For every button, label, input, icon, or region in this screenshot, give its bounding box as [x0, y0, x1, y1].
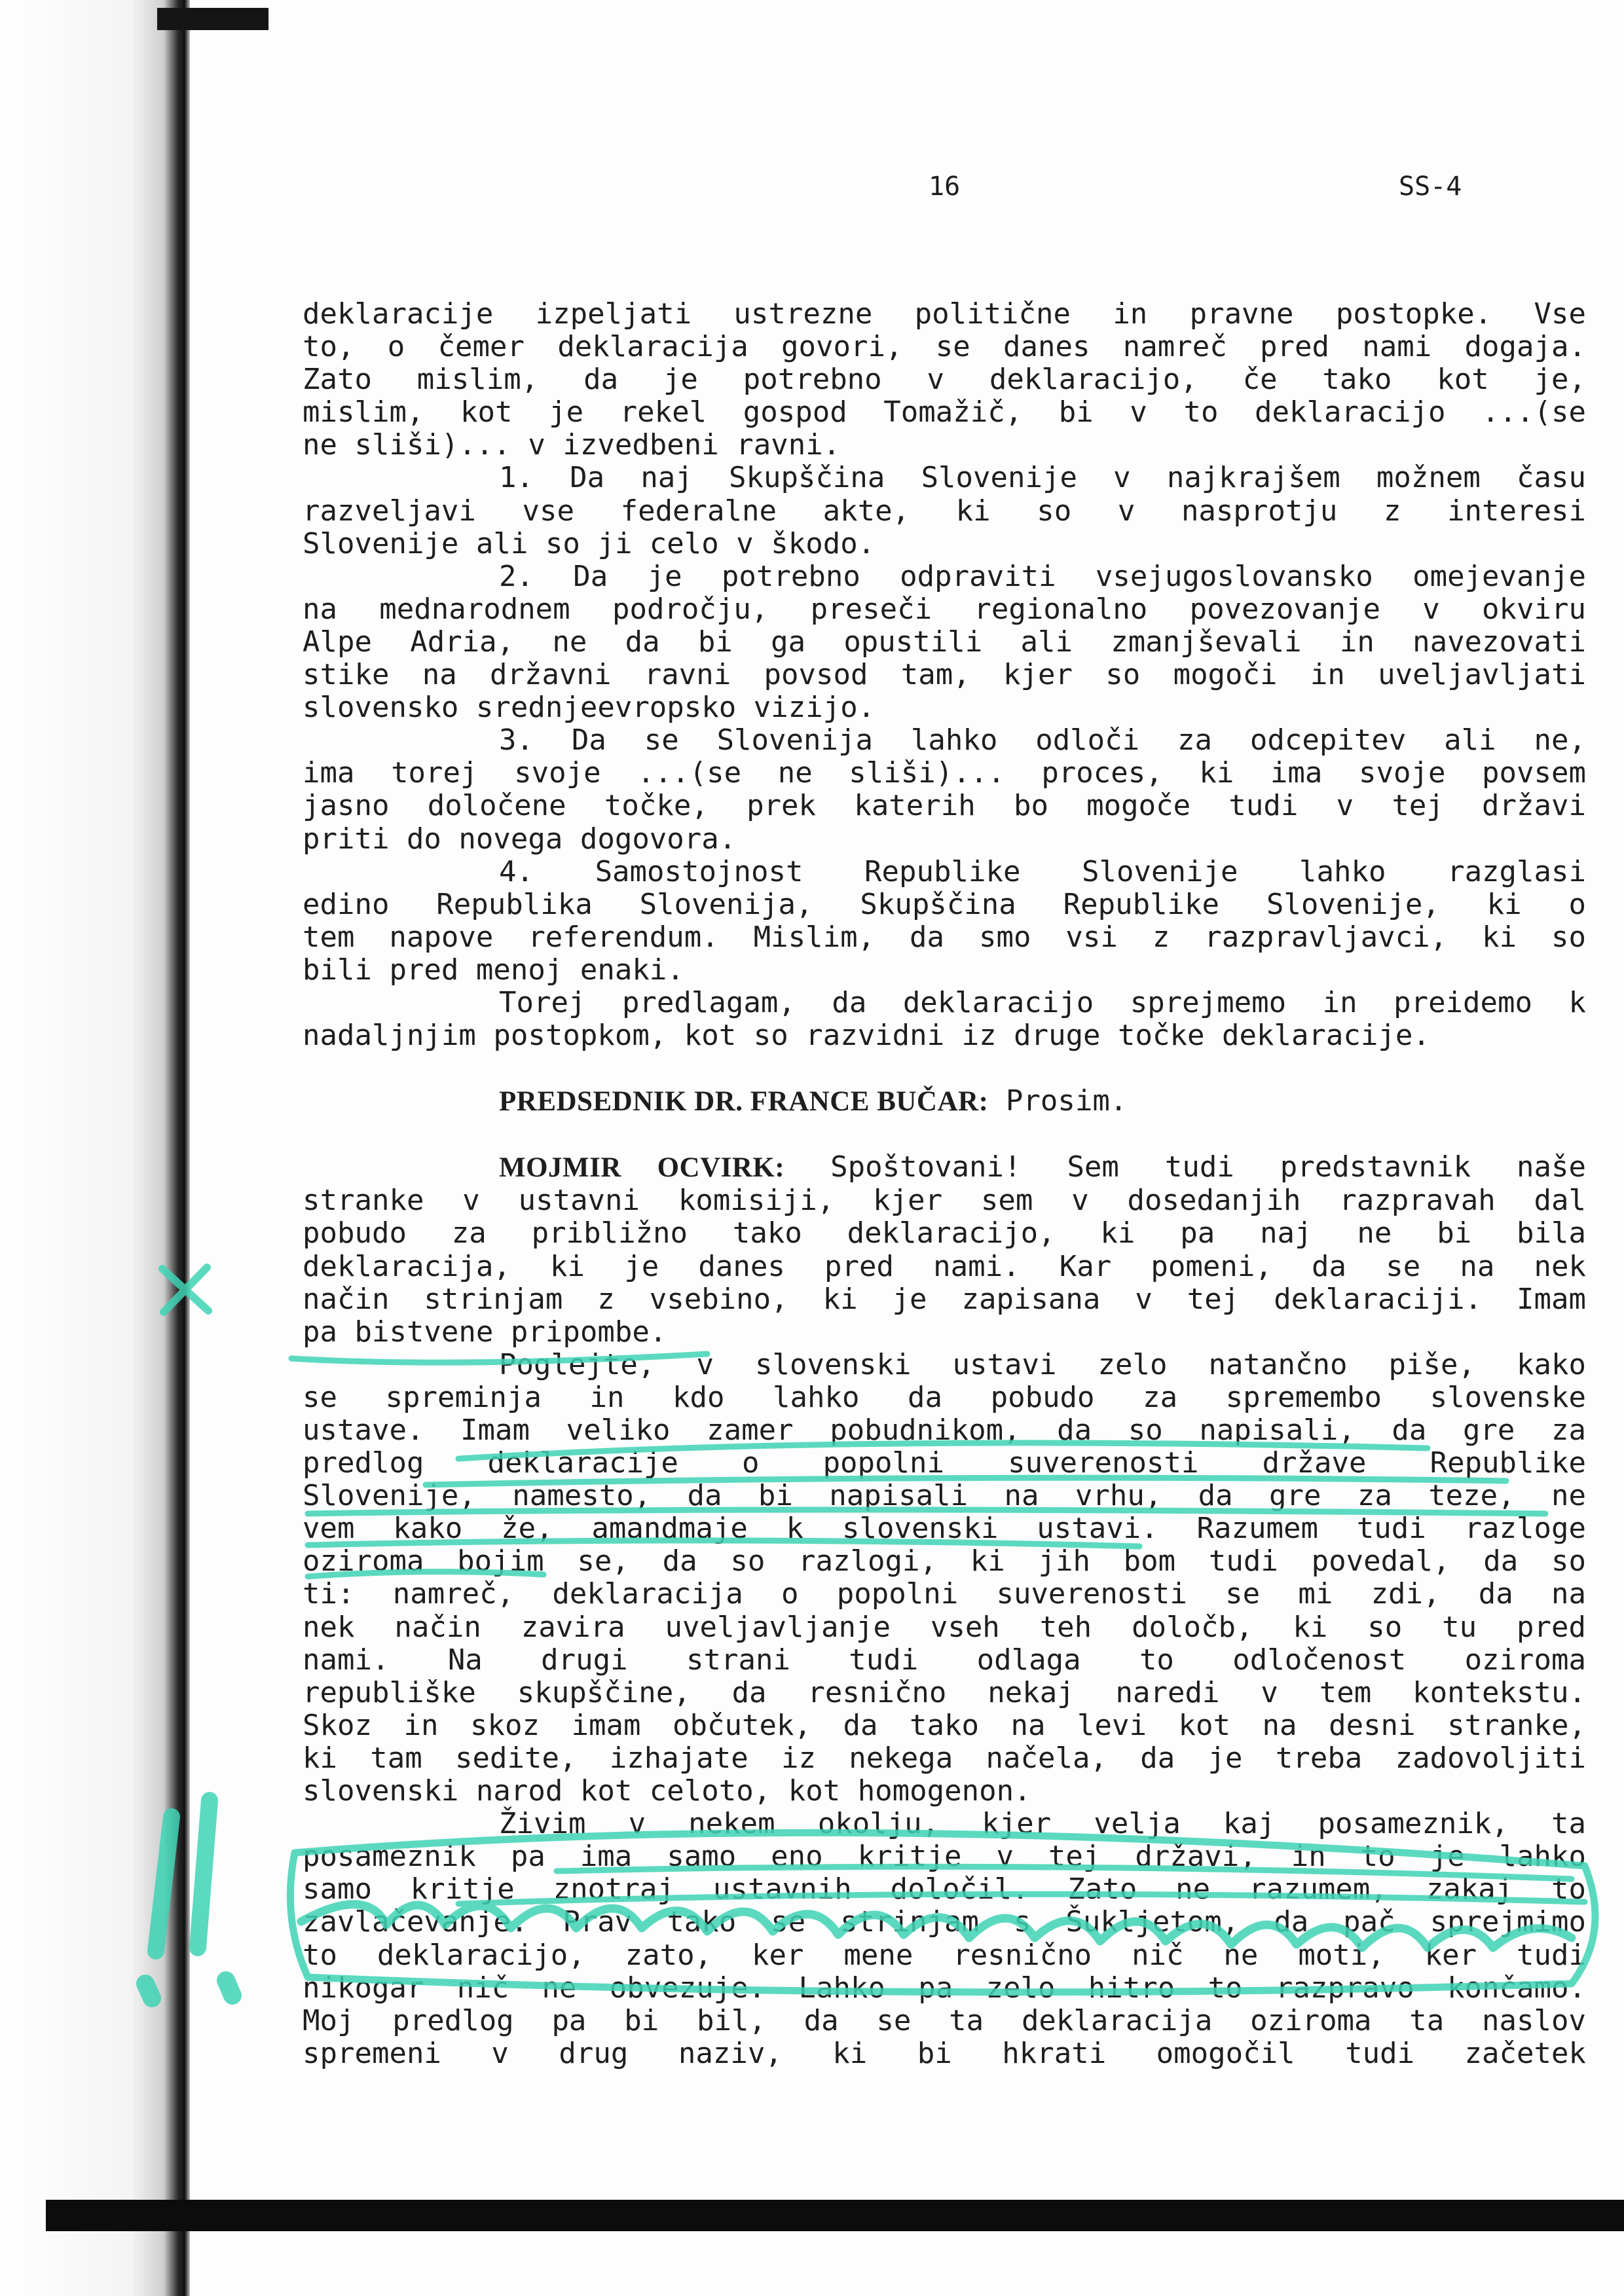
text-line: zavlačevanje. Prav tako se strinjam s Šukljetom, da pač sprejmimo — [303, 1905, 1586, 1939]
text-line: Poglejte, v slovenski ustavi zelo natančno piše, kako — [499, 1347, 1586, 1381]
text-line: Torej predlagam, da deklaracijo sprejmemo in preidemo k — [499, 985, 1586, 1019]
text-line: nami. Na drugi strani tudi odlaga to odločenost oziroma — [303, 1643, 1586, 1677]
text-line: Skoz in skoz imam občutek, da tako na levi kot na desni stranke, — [303, 1708, 1586, 1742]
speaker-text: Prosim. — [988, 1084, 1128, 1118]
text-line: samo kritje znotraj ustavnih določil. Zato ne razumem, zakaj to — [303, 1872, 1586, 1906]
text-line: mislim, kot je rekel gospod Tomažič, bi v to deklaracijo ...(se — [303, 395, 1586, 429]
text-line: predlog deklaracije o popolni suverenosti države Republike — [303, 1446, 1586, 1480]
scan-binding-shadow — [0, 0, 190, 2296]
text-line: ki tam sedite, izhajate iz nekega načela, da je treba zadovoljiti — [303, 1741, 1586, 1775]
text-line: to, o čemer deklaracija govori, se danes namreč pred nami dogaja. — [303, 330, 1586, 364]
text-line: 1. Da naj Skupščina Slovenije v najkrajšem možnem času — [499, 461, 1586, 495]
text-line: ima torej svoje ...(se ne sliši)... proces, ki ima svoje povsem — [303, 756, 1586, 790]
scan-corner-mark — [157, 8, 268, 30]
text-line: se spreminja in kdo lahko da pobudo za spremembo slovenske — [303, 1380, 1586, 1414]
text-line: tem napove referendum. Mislim, da smo vsi z razpravljavci, ki so — [303, 920, 1586, 954]
text-line: ne sliši)... v izvedbeni ravni. — [303, 428, 841, 462]
document-code: SS-4 — [1399, 172, 1462, 202]
text-line: ustave. Imam veliko zamer pobudnikom, da so napisali, da gre za — [303, 1413, 1586, 1447]
text-line: Zato mislim, da je potrebno v deklaracijo, če tako kot je, — [303, 363, 1586, 397]
text-line: stranke v ustavni komisiji, kjer sem v dosedanjih razpravah dal — [303, 1184, 1586, 1218]
speaker-line — [303, 1151, 1586, 1184]
text-line: nikogar nič ne obvezuje. Lahko pa zelo hitro to razpravo končamo. — [303, 1971, 1586, 2005]
text-line: Moj predlog pa bi bil, da se ta deklaracija oziroma ta naslov — [303, 2003, 1586, 2037]
text-line: deklaracije izpeljati ustrezne politične in pravne postopke. Vse — [303, 297, 1586, 331]
page-number: 16 — [929, 172, 961, 202]
text-line: to deklaracijo, zato, ker mene resnično nič ne moti, ker tudi — [303, 1938, 1586, 1972]
text-line: priti do novega dogovora. — [303, 822, 737, 856]
text-line: nek način zavira uveljavljanje vseh teh določb, ki so tu pred — [303, 1610, 1586, 1644]
text-line: Živim v nekem okolju, kjer velja kaj posameznik, ta — [499, 1807, 1586, 1841]
text-line: vem kako že, amandmaje k slovenski ustavi. Razumem tudi razloge — [303, 1512, 1586, 1546]
text-line: 4. Samostojnost Republike Slovenije lahko razglasi — [499, 854, 1586, 888]
speaker-name: PREDSEDNIK DR. FRANCE BUČAR: — [499, 1086, 989, 1118]
text-line: ti: namreč, deklaracija o popolni suverenosti se mi zdi, da na — [303, 1577, 1586, 1611]
text-line: način strinjam z vsebino, ki je zapisana v tej deklaraciji. Imam — [303, 1282, 1586, 1316]
text-line: slovensko srednjeevropsko vizijo. — [303, 691, 876, 725]
text-line: na mednarodnem področju, preseči regionalno povezovanje v okviru — [303, 592, 1586, 626]
text-line: Slovenije ali so ji celo v škodo. — [303, 526, 876, 560]
text-line: oziroma bojim se, da so razlogi, ki jih bom tudi povedal, da so — [303, 1544, 1586, 1578]
text-line: republiške skupščine, da resnično nekaj naredi v tem kontekstu. — [303, 1675, 1586, 1709]
text-line: Slovenije, namesto, da bi napisali na vrhu, da gre za teze, ne — [303, 1479, 1586, 1513]
text-line: pa bistvene pripombe. — [303, 1315, 667, 1349]
text-line: pobudo za približno tako deklaracijo, ki pa naj ne bi bila — [303, 1216, 1586, 1250]
speaker-name: MOJMIR OCVIRK: — [499, 1152, 785, 1184]
text-line: 2. Da je potrebno odpraviti vsejugoslovansko omejevanje — [499, 559, 1586, 593]
paragraph-gap — [303, 1052, 1586, 1085]
scan-bottom-edge — [46, 2200, 1624, 2231]
text-line: 3. Da se Slovenija lahko odloči za odcepitev ali ne, — [499, 723, 1586, 757]
text-line: razveljavi vse federalne akte, ki so v nasprotju z interesi — [303, 494, 1586, 528]
text-line: slovenski narod kot celoto, kot homogenon. — [303, 1774, 1031, 1808]
speaker-line — [303, 1085, 1586, 1118]
transcript-body — [303, 298, 1586, 2070]
text-line: edino Republika Slovenija, Skupščina Republike Slovenije, ki o — [303, 887, 1586, 921]
text-line: Alpe Adria, ne da bi ga opustili ali zmanjševali in navezovati — [303, 625, 1586, 659]
text-line: nadaljnjim postopkom, kot so razvidni iz druge točke deklaracije. — [303, 1019, 1430, 1053]
text-line: jasno določene točke, prek katerih bo mogoče tudi v tej državi — [303, 789, 1586, 823]
text-line: deklaracija, ki je danes pred nami. Kar pomeni, da se na nek — [303, 1249, 1586, 1283]
speaker-text: Spoštovani! Sem tudi predstavnik naše — [784, 1150, 1586, 1184]
text-line: posameznik pa ima samo eno kritje v tej državi, in to je lahko — [303, 1840, 1586, 1874]
text-line: bili pred menoj enaki. — [303, 953, 684, 987]
text-line: spremeni v drug naziv, ki bi hkrati omogočil tudi začetek — [303, 2036, 1586, 2070]
paragraph-gap — [303, 1118, 1586, 1151]
text-line: stike na državni ravni povsod tam, kjer so mogoči in uveljavljati — [303, 658, 1586, 692]
